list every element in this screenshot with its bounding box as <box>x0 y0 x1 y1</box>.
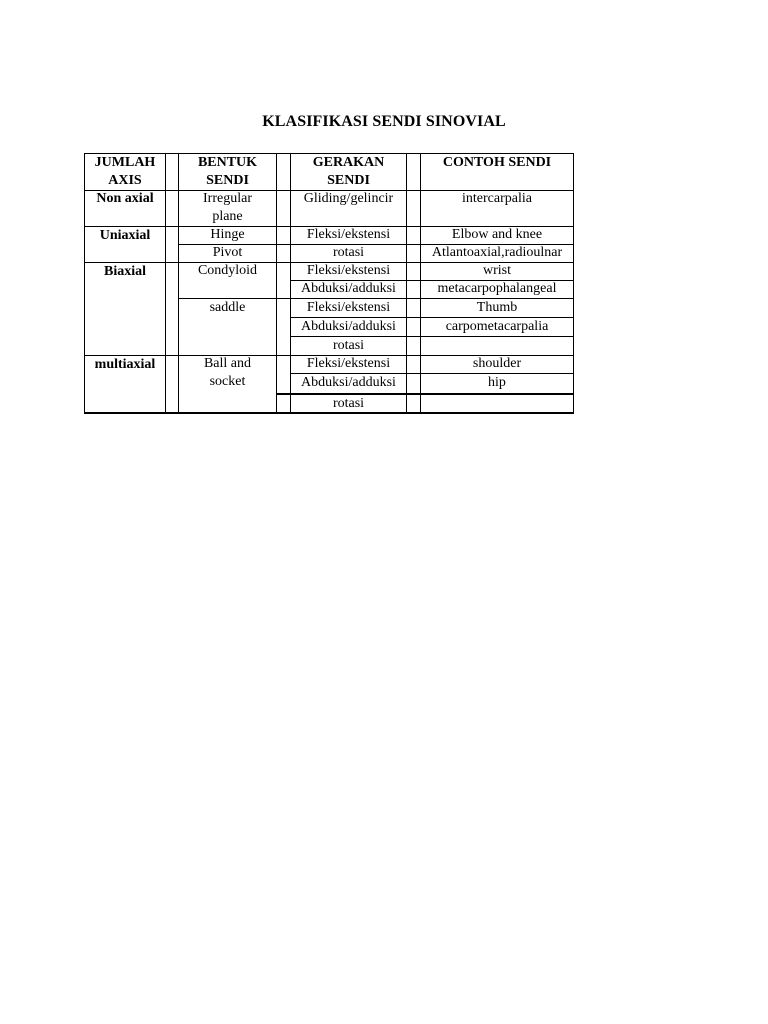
gerakan-fleksi-ekstensi: Fleksi/ekstensi <box>306 356 391 371</box>
header-line: SENDI <box>327 173 370 188</box>
contoh-carpometacarpalia: carpometacarpalia <box>445 319 549 334</box>
column-line <box>276 153 277 413</box>
header-line: BENTUK <box>197 155 258 170</box>
axis-uniaxial: Uniaxial <box>99 228 151 243</box>
gerakan-rotasi: rotasi <box>332 245 365 260</box>
header-jumlah-axis <box>85 154 165 190</box>
header-bentuk-sendi <box>179 154 276 190</box>
bentuk-saddle: saddle <box>209 300 246 315</box>
document-title: KLASIFIKASI SENDI SINOVIAL <box>262 113 506 130</box>
gerakan-rotasi: rotasi <box>332 396 365 411</box>
header-line: GERAKAN <box>312 155 385 170</box>
contoh-atlantoaxial: Atlantoaxial,radioulnar <box>431 245 563 260</box>
header-line: AXIS <box>108 173 142 188</box>
axis-multiaxial: multiaxial <box>94 357 156 372</box>
bentuk-line: Ball and <box>203 356 252 371</box>
bentuk-condyloid: Condyloid <box>197 263 258 278</box>
gerakan-abduksi-adduksi: Abduksi/adduksi <box>301 375 396 390</box>
contoh-hip: hip <box>488 375 506 390</box>
gerakan-abduksi-adduksi: Abduksi/adduksi <box>301 319 396 334</box>
contoh-elbow-knee: Elbow and knee <box>451 227 543 242</box>
gerakan-fleksi-ekstensi: Fleksi/ekstensi <box>306 263 391 278</box>
contoh-shoulder: shoulder <box>472 356 522 371</box>
bentuk-pivot: Pivot <box>212 245 243 260</box>
column-line <box>165 153 166 413</box>
header-line: JUMLAH <box>94 155 156 170</box>
axis-biaxial: Biaxial <box>103 264 146 279</box>
bentuk-hinge: Hinge <box>210 227 245 242</box>
column-line <box>406 153 407 413</box>
table-right-border <box>573 153 574 413</box>
contoh-thumb: Thumb <box>476 300 518 315</box>
header-line: SENDI <box>206 173 249 188</box>
header-gerakan-sendi <box>291 154 406 190</box>
contoh-intercarpalia: intercarpalia <box>462 191 532 206</box>
contoh-wrist: wrist <box>483 263 511 278</box>
bentuk-line: Irregular <box>203 191 252 206</box>
bentuk-line: socket <box>209 374 246 389</box>
bentuk-irregular-plane <box>179 190 276 226</box>
gerakan-fleksi-ekstensi: Fleksi/ekstensi <box>306 300 391 315</box>
axis-non-axial: Non axial <box>96 191 154 206</box>
gerakan-abduksi-adduksi: Abduksi/adduksi <box>301 281 396 296</box>
gerakan-fleksi-ekstensi: Fleksi/ekstensi <box>306 227 391 242</box>
bentuk-line: plane <box>212 209 243 224</box>
bentuk-ball-socket <box>179 355 276 391</box>
header-contoh-sendi: CONTOH SENDI <box>442 155 552 170</box>
gerakan-gliding: Gliding/gelincir <box>303 191 394 206</box>
contoh-metacarpophalangeal: metacarpophalangeal <box>437 281 557 296</box>
gerakan-rotasi: rotasi <box>332 338 365 353</box>
